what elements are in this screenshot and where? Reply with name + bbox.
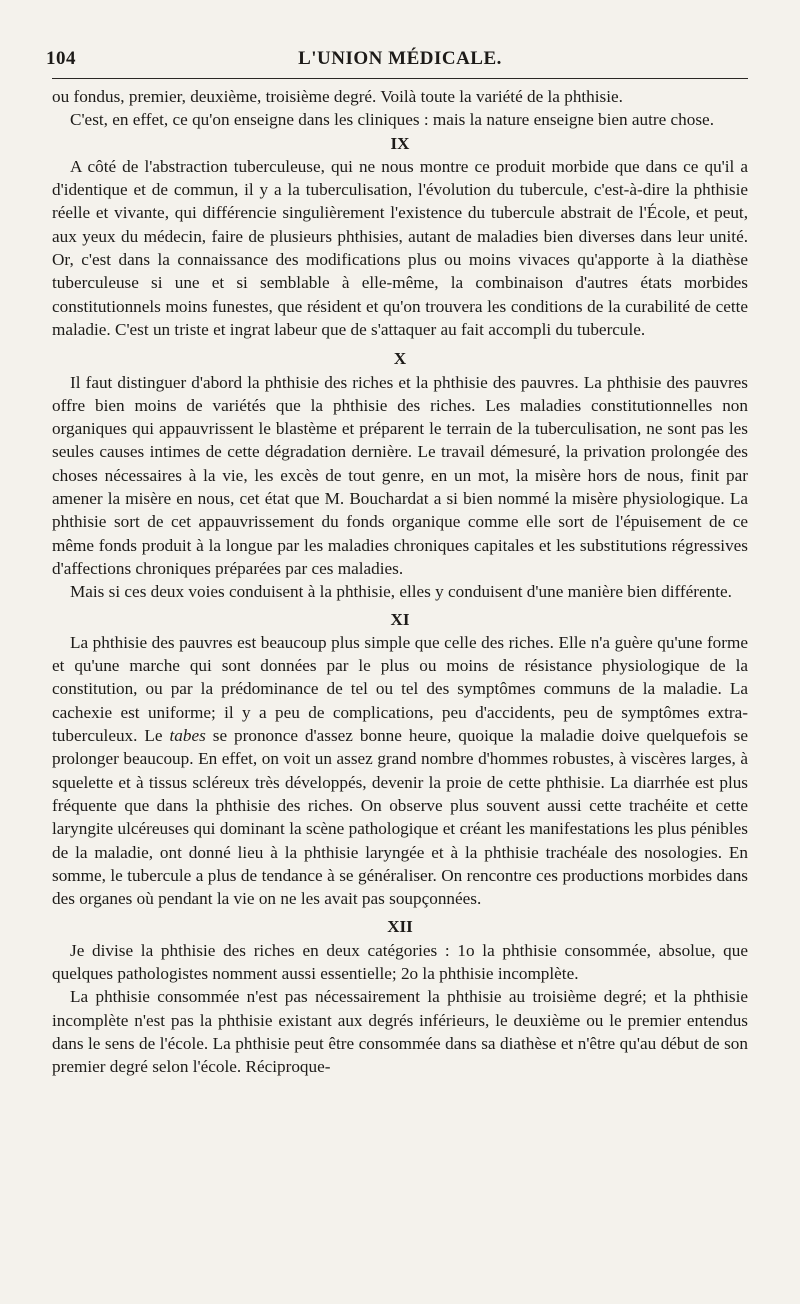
running-head bbox=[46, 44, 748, 79]
paragraph: C'est, en effet, ce qu'on enseigne dans les cliniques : mais la nature enseigne bien autre chose. bbox=[70, 110, 714, 130]
page-number: 104 bbox=[46, 48, 76, 69]
italic-term: tabes bbox=[169, 726, 206, 746]
section-heading-xi: XI bbox=[390, 609, 410, 629]
paragraph-text: se prononce d'assez bonne heure, quoique la maladie doive quelquefois se prolonger beaucoup. En effet, on voit un assez grand nombre d'hommes robustes, à viscères larges, à squelette et à tissus scléreux très développés, devenir la proie de cette phthisie. La diarrhée est plus fréquente que dans la phthisie des riches. On observe plus souvent aussi cette trachéite et cette laryngite ulcéreuses qui dominant la scène pathologique et créant les manifestations les plus pénibles de la maladie, ont donné lieu à la phthisie laryngée et à la phthisie trachéale des nosologies. En somme, le tubercule a plus de tendance à se généraliser. On rencontre ces productions morbides dans des organes où pendant la vie on ne les avait pas soupçonnées. bbox=[52, 726, 748, 909]
paragraph: Il faut distinguer d'abord la phthisie des riches et la phthisie des pauvres. La phthisie des pauvres offre bien moins de variétés que la phthisie des riches. Les maladies constitutionnelles non organiques qui appauvrissent le blastème et préparent le terrain de la tuberculisation, ne sont pas les seules causes intimes de cette dégradation dernière. Le travail démesuré, la privation prolongée des choses nécessaires à la vie, les excès de tout genre, en un mot, la misère hors de nous, finit par amener la misère en nous, cet état que M. Bouchardat a si bien nommé la misère physiologique. La phthisie sort de cet appauvrissement du fonds organique comme elle sort de l'épuisement de ce même fonds produit à la longue par les maladies chroniques capitales et les substitutions régressives d'affections chroniques préparées par ces maladies. bbox=[52, 372, 748, 578]
paragraph: A côté de l'abstraction tuberculeuse, qui ne nous montre ce produit morbide que dans ce qu'il a d'identique et de commun, il y a la tuberculisation, l'évolution du tubercule, c'est-à-dire la phthisie réelle et vivante, qui différencie singulièrement l'existence du tubercule abstrait de l'École, et peut, aux yeux du médecin, faire de plusieurs phthisies, autant de maladies bien diverses dans leur unité. Or, c'est dans la connaissance des modifications plus ou moins vivaces qu'apporte à la diathèse tuberculeuse si une et si semblable à elle-même, la combinaison d'autres états morbides constitutionnels moins funestes, que résident et qu'on trouvera les conditions de la curabilité de cette maladie. C'est un triste et ingrat labeur que de s'attaquer au fait accompli du tubercule. bbox=[52, 156, 748, 339]
running-title: L'UNION MÉDICALE. bbox=[298, 48, 502, 69]
paragraph bbox=[52, 631, 748, 911]
paragraph: Mais si ces deux voies conduisent à la phthisie, elles y conduisent d'une manière bien différente. bbox=[70, 582, 732, 602]
paragraph: La phthisie consommée n'est pas nécessairement la phthisie au troisième degré; et la phthisie incomplète n'est pas la phthisie existant aux degrés inférieurs, le deuxième ou le premier entendus dans le sens de l'école. La phthisie peut être consommée dans sa diathèse et n'être qu'au début de son premier degré selon l'école. Réciproque- bbox=[52, 987, 748, 1077]
paragraph-text: La phthisie des pauvres est beaucoup plus simple que celle des riches. Elle n'a guère qu'une forme et qu'une marche qui sont données par le plus ou moins de résistance physiologique de la constitution, ou par la prédominance de tel ou tel des symptômes communs de la maladie. La cachexie est uniforme; il y a peu de complications, peu d'accidents, peu de symptômes extra-tuberculeux. Le bbox=[52, 632, 748, 746]
paragraph: Je divise la phthisie des riches en deux catégories : 1o la phthisie consommée, absolue, que quelques pathologistes nomment aussi essentielle; 2o la phthisie incomplète. bbox=[52, 940, 748, 983]
article-body bbox=[52, 85, 748, 1078]
section-heading-x: X bbox=[393, 349, 407, 369]
section-heading-ix: IX bbox=[390, 133, 410, 153]
section-heading-xii: XII bbox=[387, 917, 413, 937]
paragraph: ou fondus, premier, deuxième, troisième degré. Voilà toute la variété de la phthisie. bbox=[52, 87, 623, 106]
